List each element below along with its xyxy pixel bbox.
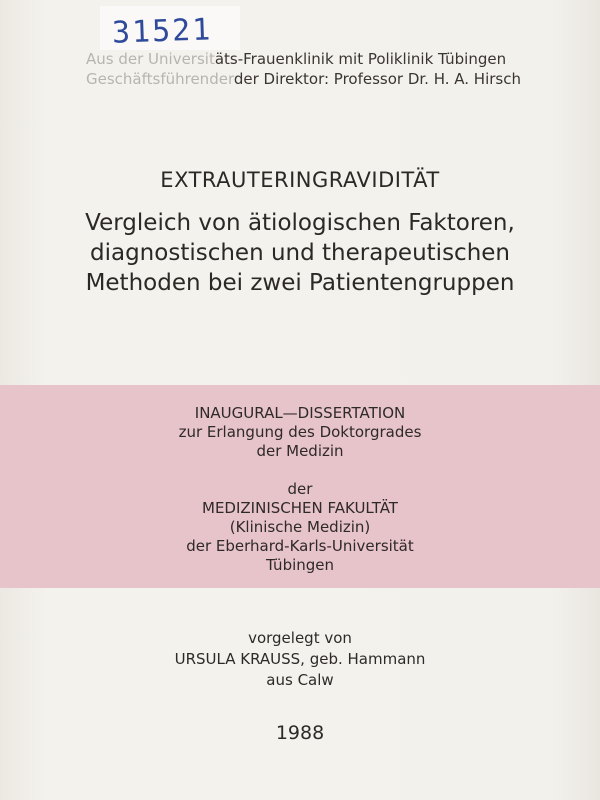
dissertation-line: der — [287, 480, 313, 498]
header-line-2-text: der Direktor: Professor Dr. H. A. Hirsch — [233, 70, 521, 88]
dissertation-text — [0, 404, 600, 575]
handwritten-catalog-number: 31521 — [111, 12, 213, 51]
author-block — [0, 628, 600, 691]
dissertation-line: (Klinische Medizin) — [229, 518, 371, 536]
subtitle-line: Vergleich von ätiologischen Faktoren, — [85, 210, 515, 236]
subtitle-line: Methoden bei zwei Patientengruppen — [85, 270, 515, 296]
header-line-1 — [86, 50, 506, 69]
header-line-2-faded: Geschäftsführender — [86, 70, 234, 88]
dissertation-line: der Eberhard-Karls-Universität — [186, 537, 414, 555]
dissertation-line: MEDIZINISCHEN FAKULTÄT — [202, 499, 398, 517]
spacer — [0, 461, 600, 480]
header-line-1-text: äts-Frauenklinik mit Poliklinik Tübingen — [214, 50, 507, 68]
document-title: EXTRAUTERINGRAVIDITÄT — [160, 168, 440, 192]
author-line: vorgelegt von — [248, 629, 352, 647]
header-line-1-faded: Aus der Universit — [86, 50, 215, 68]
document-subtitle — [0, 208, 600, 298]
author-origin: aus Calw — [266, 671, 334, 689]
header-line-2 — [86, 70, 521, 89]
dissertation-line: zur Erlangung des Doktorgrades — [178, 423, 422, 441]
author-name: URSULA KRAUSS, geb. Hammann — [174, 650, 426, 668]
dissertation-line: Tübingen — [265, 556, 335, 574]
subtitle-line: diagnostischen und therapeutischen — [90, 240, 510, 266]
dissertation-line: der Medizin — [256, 442, 344, 460]
dissertation-line: INAUGURAL—DISSERTATION — [194, 404, 406, 422]
publication-year: 1988 — [275, 722, 325, 744]
